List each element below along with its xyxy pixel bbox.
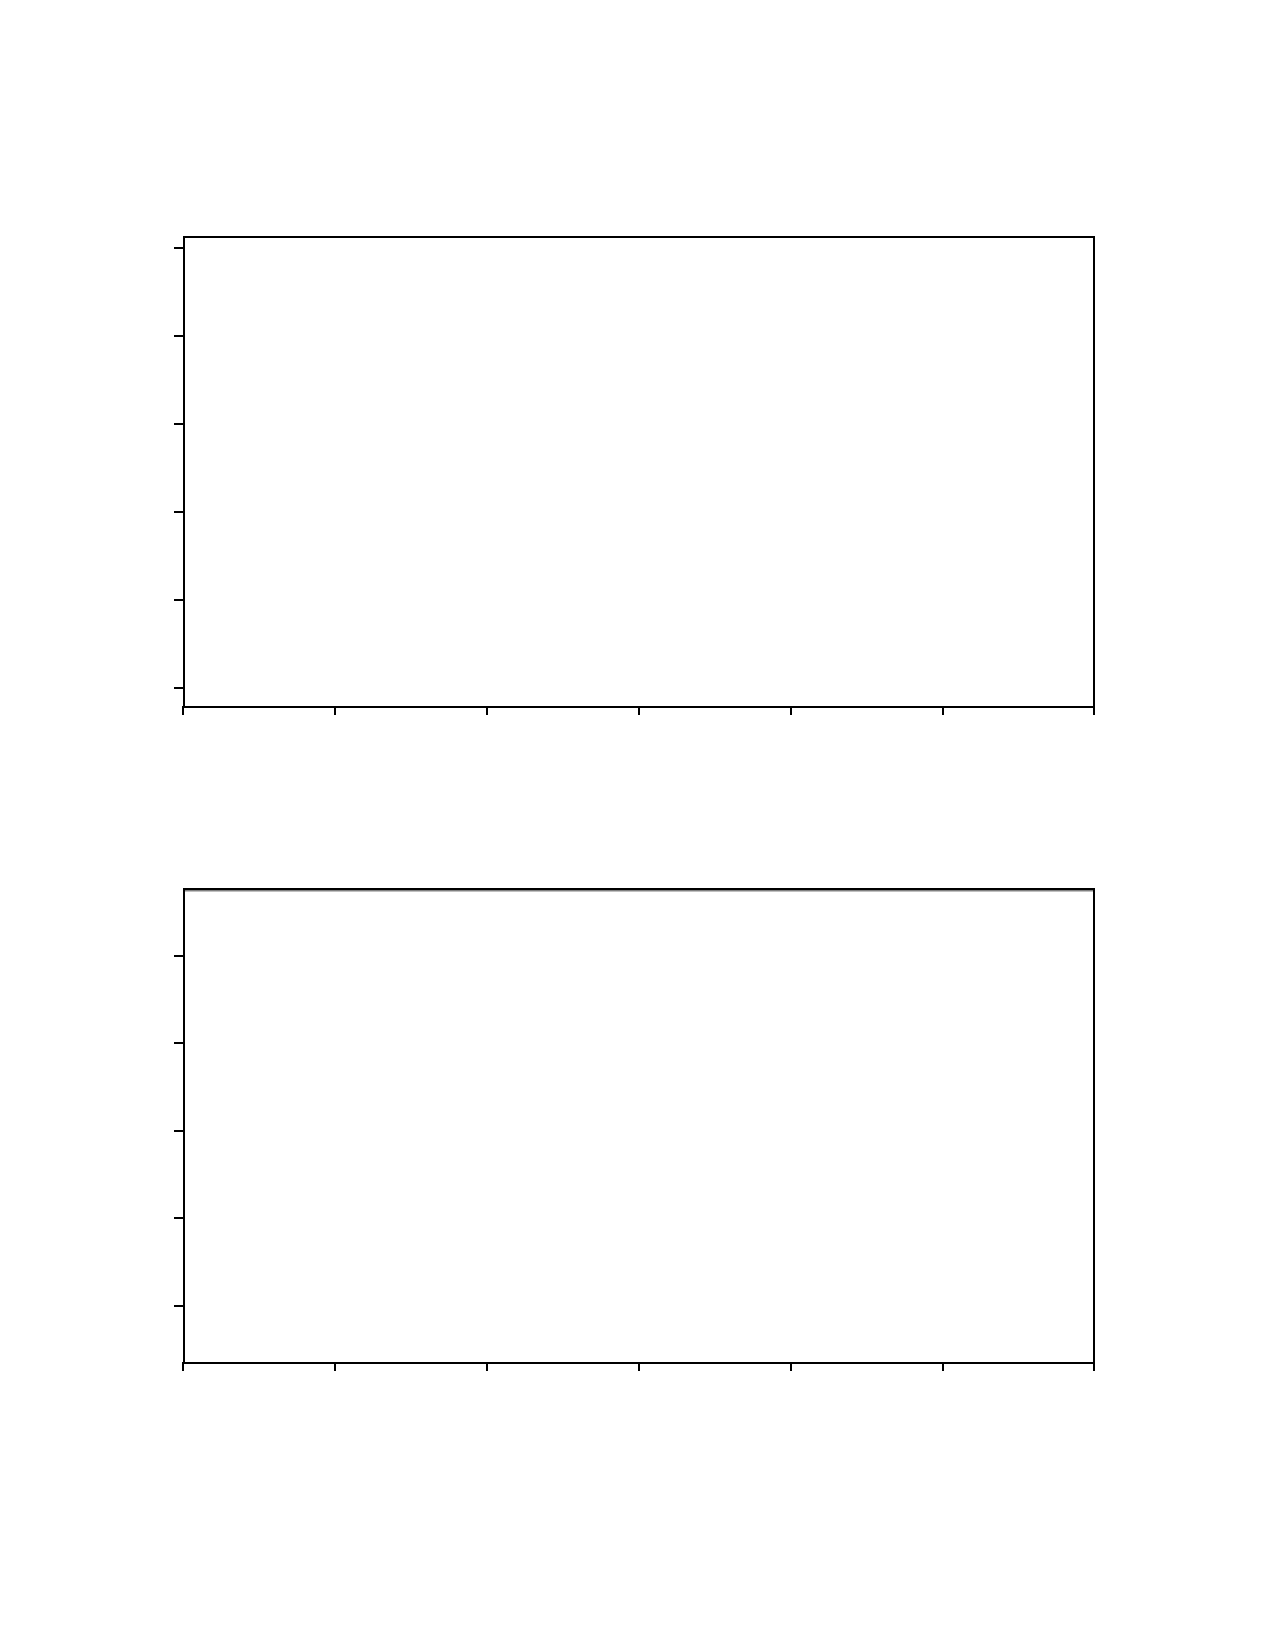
bottom-xtickmark--30 — [486, 1362, 488, 1371]
bottom-ytickmark-2 — [174, 1042, 183, 1044]
bottom-xtickmark-90 — [1093, 1362, 1095, 1371]
bottom-ytickmark-0 — [174, 1130, 183, 1132]
top-xtickmark-30 — [790, 706, 792, 715]
top-xtickmark--90 — [182, 706, 184, 715]
bottom-plot-svg — [185, 890, 1093, 1362]
top-xtickmark--30 — [486, 706, 488, 715]
top-xtickmark-90 — [1093, 706, 1095, 715]
top-plot-svg — [185, 238, 1093, 706]
bottom-ytickmark--4 — [174, 1305, 183, 1307]
top-ytickmark-400 — [174, 335, 183, 337]
top-ytickmark-0 — [174, 687, 183, 689]
top-xtickmark--60 — [334, 706, 336, 715]
top-ytickmark-300 — [174, 423, 183, 425]
bottom-plot-axes — [183, 888, 1095, 1364]
top-xtickmark-0 — [638, 706, 640, 715]
top-plot-axes — [183, 236, 1095, 708]
bottom-ytickmark-4 — [174, 955, 183, 957]
bottom-xtickmark--60 — [334, 1362, 336, 1371]
top-ytickmark-500 — [174, 247, 183, 249]
top-ytickmark-200 — [174, 511, 183, 513]
bottom-xtickmark-30 — [790, 1362, 792, 1371]
top-xtickmark-60 — [942, 706, 944, 715]
bottom-xtickmark-60 — [942, 1362, 944, 1371]
top-ytickmark-100 — [174, 599, 183, 601]
bottom-xtickmark--90 — [182, 1362, 184, 1371]
bottom-ytickmark--2 — [174, 1217, 183, 1219]
bottom-xtickmark-0 — [638, 1362, 640, 1371]
